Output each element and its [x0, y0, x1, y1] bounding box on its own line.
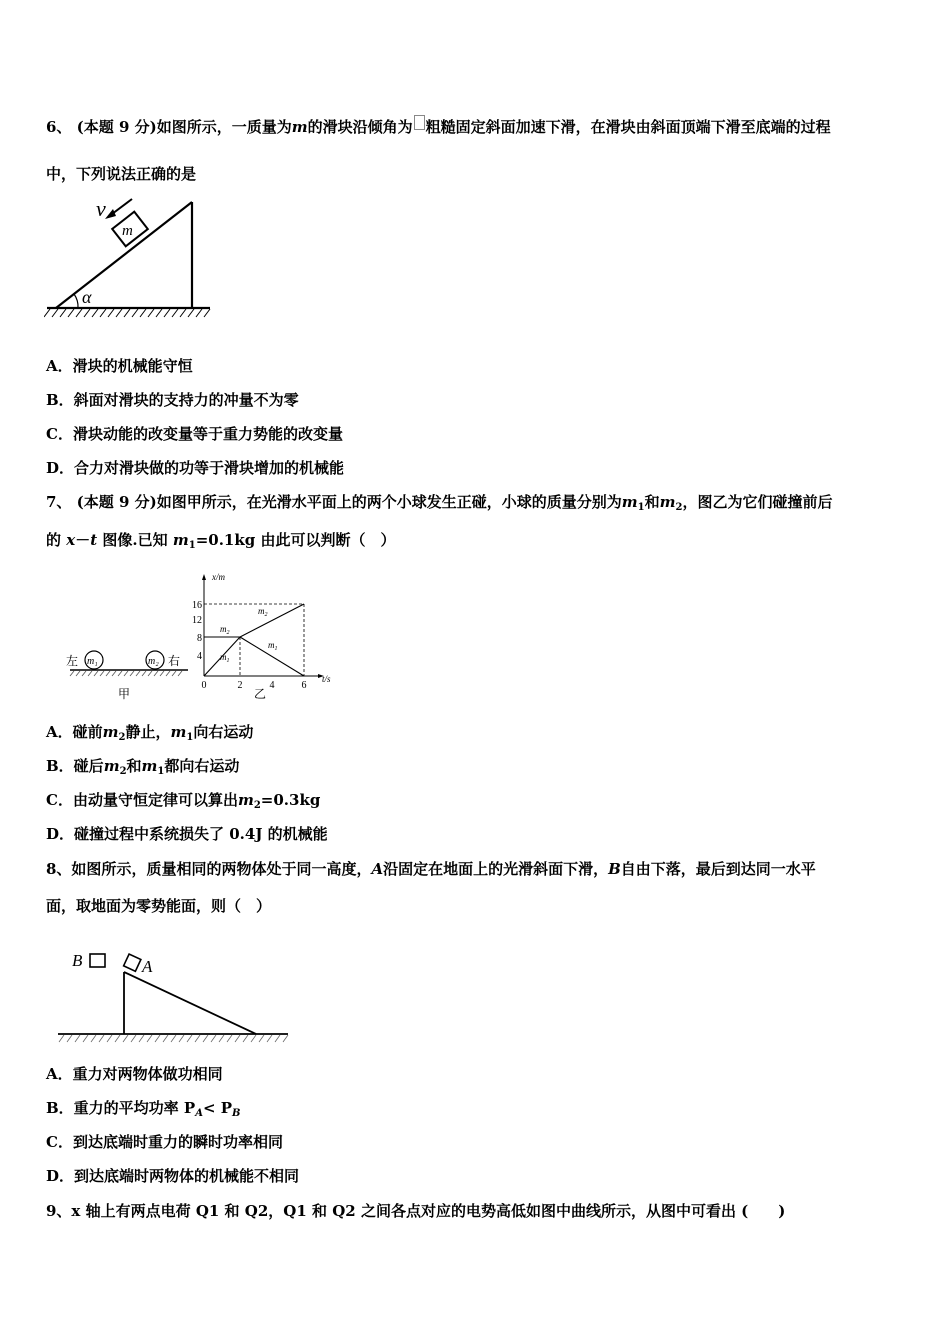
q7-text: A．碰前	[46, 723, 103, 741]
block-a-label: A	[142, 957, 153, 976]
q7-text: 的	[46, 531, 62, 549]
incline-surface	[124, 972, 256, 1034]
angle-label: α	[82, 287, 92, 307]
q6-option-a: A．滑块的机械能守恒	[46, 357, 193, 375]
q8-text: 沿固定在地面上的光滑斜面下滑，	[383, 860, 609, 878]
q7-text: ，图乙为它们碰撞前后	[682, 493, 833, 511]
q8-option-c: C．到达底端时重力的瞬时功率相同	[46, 1133, 283, 1151]
q7-text: C．由动量守恒定律可以算出	[46, 791, 238, 809]
q7-text: 和	[126, 757, 142, 775]
block-label: m	[122, 223, 133, 239]
q6-text: 的滑块沿倾角为	[307, 118, 413, 136]
velocity-arrow-head	[105, 209, 116, 219]
velocity-label: v	[96, 196, 106, 221]
angle-arc	[74, 294, 78, 308]
q7-score: (本题 9 分)	[76, 493, 157, 511]
q8-B-symbol: B	[608, 860, 621, 878]
q6-text: 如图所示，一质量为	[156, 118, 292, 136]
q7-m-symbol: m	[170, 723, 187, 741]
q7-sub: 1	[186, 732, 194, 743]
q6-stem-line1	[46, 115, 831, 137]
q7-text: 如图甲所示，在光滑水平面上的两个小球发生正碰，小球的质量分别为	[156, 493, 622, 511]
q6-stem-line2: 中，下列说法正确的是	[46, 165, 197, 183]
x-axis-label: t/s	[322, 674, 331, 684]
q8-option-a: A．重力对两物体做功相同	[46, 1065, 223, 1083]
q7-stem-line1	[46, 492, 832, 518]
q8-stem-line2: 面，取地面为零势能面，则（ ）	[46, 897, 272, 915]
q6-option-b: B．斜面对滑块的支持力的冲量不为零	[46, 391, 299, 409]
q7-option-a	[46, 722, 253, 748]
q7-text: =0.3kg	[260, 791, 321, 809]
y-tick: 4	[197, 651, 202, 662]
q7-sub: 2	[675, 502, 683, 513]
q7-number: 7、	[46, 493, 72, 511]
q8-A-symbol: A	[371, 860, 384, 878]
x-tick: 6	[301, 680, 307, 691]
q7-m-symbol: m	[103, 757, 120, 775]
q7-text: 图像.已知	[102, 531, 168, 549]
series-label-m2-after: $m_2$	[258, 606, 268, 618]
ball-m1-label: m₁	[87, 656, 98, 667]
q7-text: =0.1kg 由此可以判断（ ）	[195, 531, 396, 549]
q8-sub: A	[195, 1108, 203, 1119]
q7-text: 向右运动	[193, 723, 254, 741]
q7-sub: 1	[188, 540, 196, 551]
figure-jia-caption: 甲	[118, 687, 131, 701]
q8-text: 8、如图所示，质量相同的两物体处于同一高度，	[46, 860, 372, 878]
q6-score: (本题 9 分)	[76, 118, 157, 136]
series-label-m1-after: $m_1$	[268, 640, 278, 652]
q7-text: 静止，	[125, 723, 171, 741]
q7-sub: 1	[637, 502, 645, 513]
q7-text: －	[75, 531, 91, 549]
q6-missing-glyph	[414, 115, 425, 130]
q7-x-symbol: x	[66, 531, 76, 549]
line-m2-after	[240, 604, 304, 637]
q7-sub: 1	[157, 766, 165, 777]
ball-m2-label: m₂	[148, 656, 159, 667]
q7-t-symbol: t	[90, 531, 98, 549]
y-tick: 8	[197, 633, 202, 644]
y-axis-label: x/m	[212, 572, 225, 582]
q7-m-symbol: m	[621, 493, 638, 511]
q8-sub: B	[232, 1108, 241, 1119]
q7-text: 和	[644, 493, 660, 511]
q7-text: B．碰后	[46, 757, 104, 775]
q6-option-c: C．滑块动能的改变量等于重力势能的改变量	[46, 425, 343, 443]
left-label: 左	[66, 654, 79, 668]
incline-surface	[56, 202, 192, 308]
q8-option-b	[46, 1098, 240, 1124]
right-label: 右	[168, 654, 181, 668]
q7-text: 都向右运动	[164, 757, 240, 775]
q7-figure-yi	[190, 568, 340, 704]
series-label-m2: $m_2$	[220, 624, 230, 636]
q8-text: B．重力的平均功率 P	[46, 1099, 196, 1117]
q8-text: < P	[202, 1099, 233, 1117]
q7-m-symbol: m	[172, 531, 189, 549]
q7-stem-line2	[46, 530, 395, 556]
q7-figure-jia	[60, 640, 190, 704]
x-tick: 0	[201, 680, 207, 691]
q7-option-c	[46, 790, 320, 816]
q7-m-symbol: m	[141, 757, 158, 775]
q7-m-symbol: m	[659, 493, 676, 511]
y-ticks	[192, 600, 202, 662]
q7-option-d: D．碰撞过程中系统损失了 0.4J 的机械能	[46, 825, 328, 843]
q9-stem-line1: 9、x 轴上有两点电荷 Q1 和 Q2，Q1 和 Q2 之间各点对应的电势高低如图中曲线所示，从图中可看出 ( )	[46, 1202, 786, 1220]
q7-m-symbol: m	[102, 723, 119, 741]
x-tick: 4	[269, 680, 275, 691]
block-a	[124, 954, 141, 971]
q6-number: 6、	[46, 118, 72, 136]
q7-sub: 2	[253, 800, 261, 811]
q7-option-b	[46, 756, 239, 782]
q6-mass-symbol: m	[291, 118, 308, 136]
q8-stem-line1	[46, 859, 816, 879]
y-tick: 12	[192, 615, 202, 626]
q6-text: 粗糙固定斜面加速下滑，在滑块由斜面顶端下滑至底端的过程	[425, 118, 831, 136]
series-label-m1: $m_1$	[220, 652, 230, 664]
y-tick: 16	[192, 600, 202, 611]
block-b	[90, 954, 105, 967]
block-b-label: B	[72, 951, 83, 970]
q7-sub: 2	[119, 766, 127, 777]
x-tick: 2	[237, 680, 243, 691]
q8-option-d: D．到达底端时两物体的机械能不相同	[46, 1167, 300, 1185]
q7-m-symbol: m	[237, 791, 254, 809]
q8-figure	[56, 942, 290, 1050]
q8-text: 自由下落，最后到达同一水平	[620, 860, 816, 878]
q6-incline-figure	[44, 196, 214, 324]
q6-option-d: D．合力对滑块做的功等于滑块增加的机械能	[46, 459, 345, 477]
figure-yi-caption: 乙	[254, 687, 267, 701]
q7-sub: 2	[118, 732, 126, 743]
